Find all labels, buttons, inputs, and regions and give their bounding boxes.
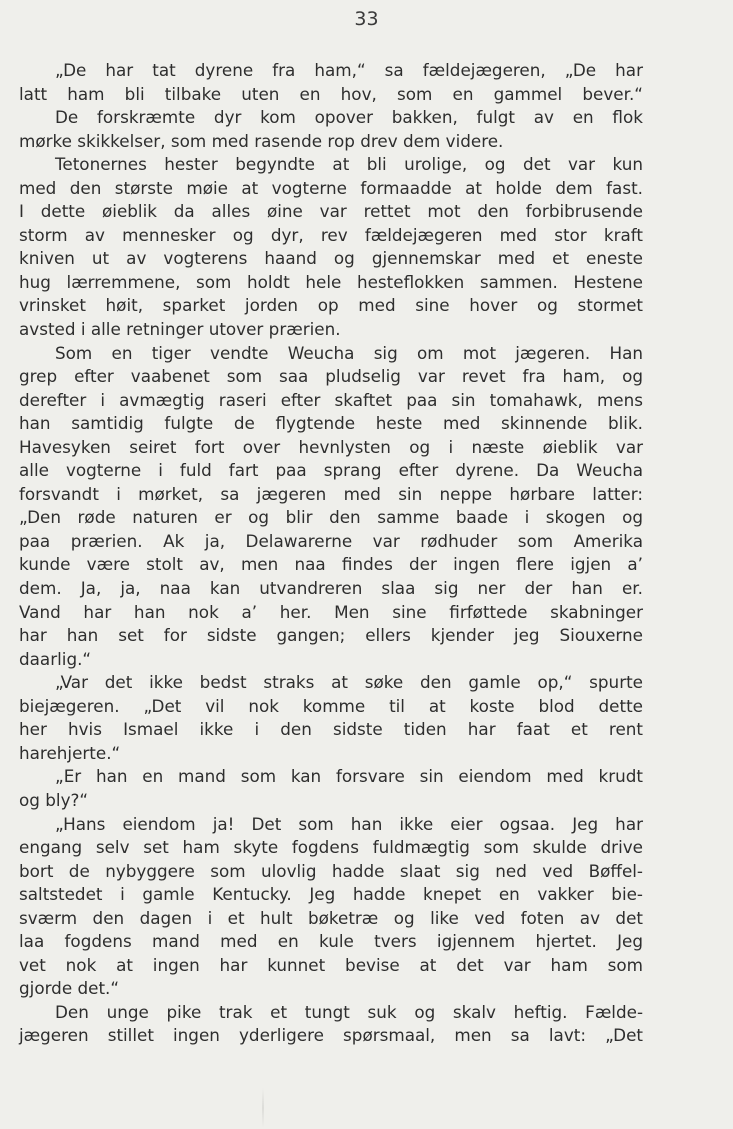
text-line: Den unge pike trak et tungt suk og skalv heftig. Fælde- (55, 1001, 643, 1022)
text-line: og bly?“ (19, 789, 89, 810)
text-line: gjorde det.“ (19, 978, 120, 999)
text-line: hug lærremmene, som holdt hele hesteflokken sammen. Hestene (19, 271, 643, 292)
page-number: 33 (354, 8, 379, 30)
text-line: vet nok at ingen har kunnet bevise at det var ham som (19, 954, 643, 975)
text-line: harehjerte.“ (19, 742, 121, 763)
text-line: forsvandt i mørket, sa jægeren med sin neppe hørbare latter: (19, 483, 643, 504)
paper-crease (262, 1088, 264, 1128)
text-line: „Den røde naturen er og blir den samme baade i skogen og (19, 507, 643, 528)
text-line: I dette øieblik da alles øine var rettet mot den forbibrusende (19, 201, 643, 222)
text-line: han samtidig fulgte de flygtende heste med skinnende blik. (19, 413, 643, 434)
text-line: alle vogterne i fuld fart paa sprang efter dyrene. Da Weucha (19, 460, 643, 481)
text-line: Vand har han nok a’ her. Men sine firføttede skabninger (19, 601, 643, 622)
text-line: sværm den dagen i et hult bøketræ og like ved foten av det (19, 907, 643, 928)
text-line: bort de nybyggere som ulovlig hadde slaat sig ned ved Bøffel- (19, 860, 643, 881)
text-line: vrinsket høit, sparket jorden op med sine hover og stormet (19, 295, 643, 316)
text-line: Tetonernes hester begyndte at bli urolige, og det var kun (55, 154, 643, 175)
text-line: kniven ut av vogterens haand og gjennemskar med et eneste (19, 248, 643, 269)
text-line: med den største møie at vogterne formaadde at holde dem fast. (19, 177, 643, 198)
text-line: kunde være stolt av, men naa findes der ingen flere igjen a’ (19, 554, 643, 575)
text-line: her hvis Ismael ikke i den sidste tiden har faat et rent (19, 719, 643, 740)
text-line: mørke skikkelser, som med rasende rop drev dem videre. (19, 130, 504, 151)
text-line: dem. Ja, ja, naa kan utvandreren slaa sig ner der han er. (19, 578, 643, 599)
text-line: Havesyken seiret fort over hevnlysten og i næste øieblik var (19, 436, 643, 457)
text-line: „De har tat dyrene fra ham,“ sa fældejægeren, „De har (55, 60, 643, 80)
text-line: paa prærien. Ak ja, Delawarerne var rødhuder som Amerika (19, 530, 643, 551)
text-line: engang selv set ham skyte fogdens fuldmægtig som skulde drive (19, 837, 643, 858)
text-line: „Er han en mand som kan forsvare sin eiendom med krudt (55, 766, 643, 787)
body-text (19, 59, 643, 1048)
text-line: biejægeren. „Det vil nok komme til at koste blod dette (19, 695, 643, 716)
text-line: derefter i avmægtig raseri efter skaftet paa sin tomahawk, mens (19, 389, 643, 410)
text-line: „Var det ikke bedst straks at søke den gamle op,“ spurte (55, 672, 643, 693)
text-line: „Hans eiendom ja! Det som han ikke eier ogsaa. Jeg har (55, 813, 643, 834)
text-line: jægeren stillet ingen yderligere spørsmaal, men sa lavt: „Det (19, 1025, 643, 1046)
text-line: latt ham bli tilbake uten en hov, som en gammel bever.“ (19, 83, 643, 104)
text-line: De forskræmte dyr kom opover bakken, fulgt av en flok (55, 107, 643, 128)
text-line: grep efter vaabenet som saa pludselig var revet fra ham, og (19, 366, 643, 387)
text-line: Som en tiger vendte Weucha sig om mot jægeren. Han (55, 342, 643, 363)
text-line: avsted i alle retninger utover prærien. (19, 319, 341, 340)
text-line: storm av mennesker og dyr, rev fældejægeren med stor kraft (19, 224, 643, 245)
text-line: saltstedet i gamle Kentucky. Jeg hadde knepet en vakker bie- (19, 884, 643, 905)
text-line: daarlig.“ (19, 648, 92, 669)
text-line: har han set for sidste gangen; ellers kjender jeg Siouxerne (19, 625, 643, 646)
text-line: laa fogdens mand med en kule tvers igjennem hjertet. Jeg (19, 931, 643, 952)
